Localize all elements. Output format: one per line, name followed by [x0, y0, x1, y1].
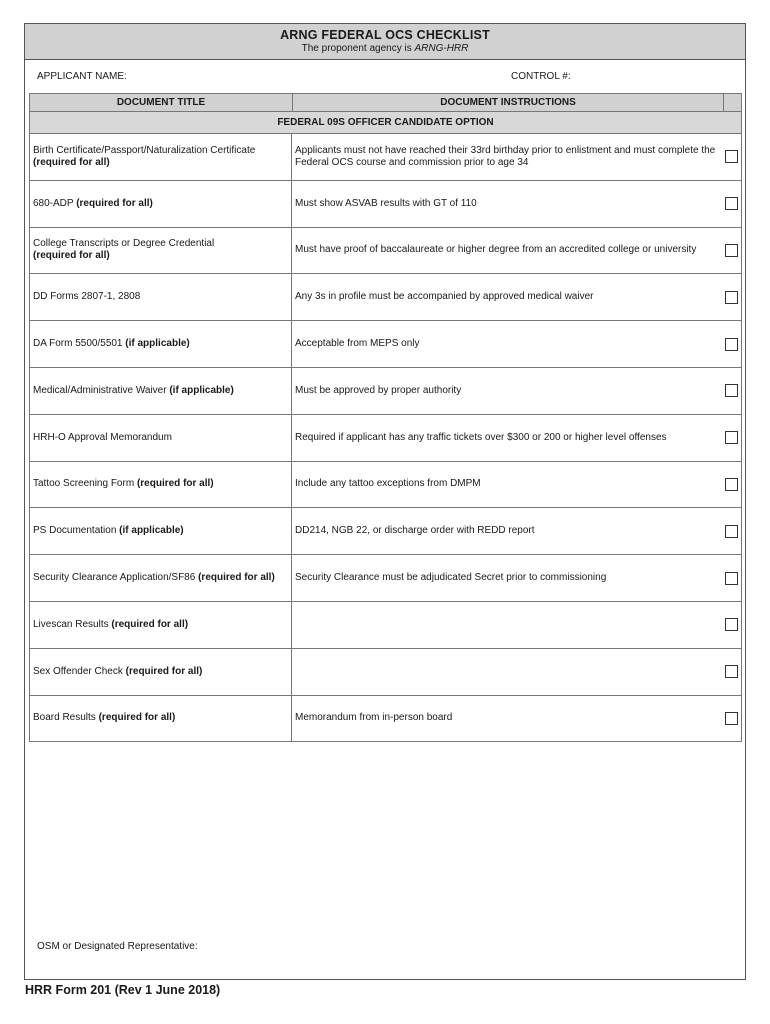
document-title-text: Tattoo Screening Form — [33, 478, 135, 490]
checkbox-cell — [722, 462, 741, 508]
document-title — [33, 338, 190, 350]
document-qualifier: (if applicable) — [119, 525, 184, 537]
checkbox-cell — [722, 649, 741, 695]
document-title — [33, 572, 275, 584]
document-title-cell — [30, 696, 292, 742]
document-instructions: Any 3s in profile must be accompanied by approved medical waiver — [295, 291, 594, 303]
document-qualifier: (required for all) — [33, 156, 110, 168]
document-title-text: 680-ADP — [33, 197, 74, 209]
column-header-title: DOCUMENT TITLE — [30, 94, 293, 111]
document-qualifier: (required for all) — [98, 712, 176, 724]
checklist-checkbox[interactable] — [725, 525, 738, 538]
checklist-checkbox[interactable] — [725, 291, 738, 304]
document-title — [33, 619, 188, 631]
document-qualifier: (required for all) — [136, 478, 214, 490]
checklist-checkbox[interactable] — [725, 712, 738, 725]
document-title — [33, 432, 172, 444]
document-title — [33, 525, 184, 537]
document-title-cell — [30, 649, 292, 695]
checkbox-cell — [722, 555, 741, 601]
table-row — [30, 415, 741, 462]
document-title-cell — [30, 462, 292, 508]
document-title-cell — [30, 321, 292, 367]
document-instructions: Must have proof of baccalaureate or higher degree from an accredited college or university — [295, 244, 697, 256]
document-instructions: Applicants must not have reached their 33rd birthday prior to enlistment and must complete the Federal OCS course and commission prior to age 34 — [295, 144, 716, 168]
document-title — [33, 666, 202, 678]
table-row — [30, 134, 741, 181]
control-number-label: CONTROL #: — [511, 71, 571, 82]
document-instructions — [292, 649, 722, 695]
document-title-cell — [30, 274, 292, 320]
document-title-text: DA Form 5500/5501 — [33, 338, 123, 350]
document-title — [33, 385, 234, 397]
document-qualifier: (required for all) — [76, 197, 153, 209]
checklist-checkbox[interactable] — [725, 572, 738, 585]
document-title-cell — [30, 508, 292, 554]
proponent-agency: ARNG-HRR — [414, 43, 469, 54]
document-title-text: HRH-O Approval Memorandum — [33, 431, 172, 443]
signature-label: OSM or Designated Representative: — [37, 941, 198, 952]
checkbox-cell — [722, 321, 741, 367]
document-title-text: College Transcripts or Degree Credential — [33, 238, 215, 250]
checklist-checkbox[interactable] — [725, 665, 738, 678]
document-instructions — [292, 602, 722, 648]
table-row — [30, 274, 741, 321]
table-row — [30, 228, 741, 275]
checkbox-cell — [722, 696, 741, 742]
document-qualifier: (required for all) — [125, 665, 203, 677]
table-body — [30, 134, 741, 742]
document-instructions: Must be approved by proper authority — [295, 384, 462, 396]
form-frame — [24, 23, 746, 980]
table-row — [30, 696, 741, 743]
checkbox-cell — [722, 274, 741, 320]
document-qualifier: (required for all) — [198, 572, 275, 584]
table-row — [30, 181, 741, 228]
checkbox-cell — [722, 508, 741, 554]
document-title-cell — [30, 555, 292, 601]
table-row — [30, 321, 741, 368]
checklist-checkbox[interactable] — [725, 197, 738, 210]
document-title-cell — [30, 368, 292, 414]
checkbox-cell — [722, 228, 741, 274]
form-header — [25, 24, 745, 60]
document-title-text: Board Results — [33, 712, 96, 724]
document-title — [33, 145, 255, 169]
column-header-check — [724, 94, 741, 111]
document-instructions: Memorandum from in-person board — [295, 712, 453, 724]
document-title-text: Medical/Administrative Waiver — [33, 384, 167, 396]
form-number: HRR Form 201 (Rev 1 June 2018) — [25, 983, 221, 997]
checkbox-cell — [722, 181, 741, 227]
checklist-checkbox[interactable] — [725, 618, 738, 631]
document-instructions: Required if applicant has any traffic tickets over $300 or 200 or higher level offenses — [295, 431, 667, 443]
checkbox-cell — [722, 602, 741, 648]
document-title-text: Livescan Results — [33, 618, 109, 630]
document-instructions: DD214, NGB 22, or discharge order with REDD report — [295, 525, 535, 537]
document-title-text: Security Clearance Application/SF86 — [33, 572, 196, 584]
document-title-text: PS Documentation — [33, 525, 117, 537]
document-qualifier: (required for all) — [111, 618, 189, 630]
section-header: FEDERAL 09S OFFICER CANDIDATE OPTION — [30, 112, 741, 134]
checklist-checkbox[interactable] — [725, 431, 738, 444]
document-title-text: Sex Offender Check — [33, 665, 123, 677]
document-qualifier: (if applicable) — [125, 338, 190, 350]
form-subtitle — [25, 43, 745, 54]
column-header-instructions: DOCUMENT INSTRUCTIONS — [293, 94, 724, 111]
document-title — [33, 198, 153, 210]
document-title — [33, 478, 214, 490]
table-header — [30, 93, 741, 112]
document-title-cell — [30, 134, 292, 180]
document-title-text: Birth Certificate/Passport/Naturalization Certificate — [33, 144, 256, 156]
document-instructions: Include any tattoo exceptions from DMPM — [295, 478, 481, 490]
table-row — [30, 602, 741, 649]
applicant-name-label: APPLICANT NAME: — [37, 71, 127, 82]
checklist-checkbox[interactable] — [725, 478, 738, 491]
checkbox-cell — [722, 134, 741, 180]
document-title-cell — [30, 415, 292, 461]
table-row — [30, 508, 741, 555]
table-row — [30, 462, 741, 509]
checkbox-cell — [722, 368, 741, 414]
document-title — [33, 712, 175, 724]
document-qualifier: (if applicable) — [169, 384, 234, 396]
document-title-text: DD Forms 2807-1, 2808 — [33, 291, 141, 303]
document-title — [33, 238, 214, 262]
document-title — [33, 291, 140, 303]
document-title-cell — [30, 228, 292, 274]
document-title-cell — [30, 602, 292, 648]
table-row — [30, 555, 741, 602]
document-title-cell — [30, 181, 292, 227]
checkbox-cell — [722, 415, 741, 461]
checklist-checkbox[interactable] — [725, 244, 738, 257]
checklist-checkbox[interactable] — [725, 150, 738, 163]
table-row — [30, 368, 741, 415]
table-row — [30, 649, 741, 696]
document-instructions: Security Clearance must be adjudicated Secret prior to commissioning — [295, 572, 607, 584]
checklist-checkbox[interactable] — [725, 384, 738, 397]
subtitle-prefix: The proponent agency is — [301, 43, 415, 54]
checklist-table — [29, 93, 742, 742]
form-title: ARNG FEDERAL OCS CHECKLIST — [280, 28, 490, 42]
checklist-checkbox[interactable] — [725, 338, 738, 351]
document-instructions: Must show ASVAB results with GT of 110 — [295, 197, 477, 209]
document-qualifier: (required for all) — [33, 250, 110, 262]
document-instructions: Acceptable from MEPS only — [295, 338, 420, 350]
